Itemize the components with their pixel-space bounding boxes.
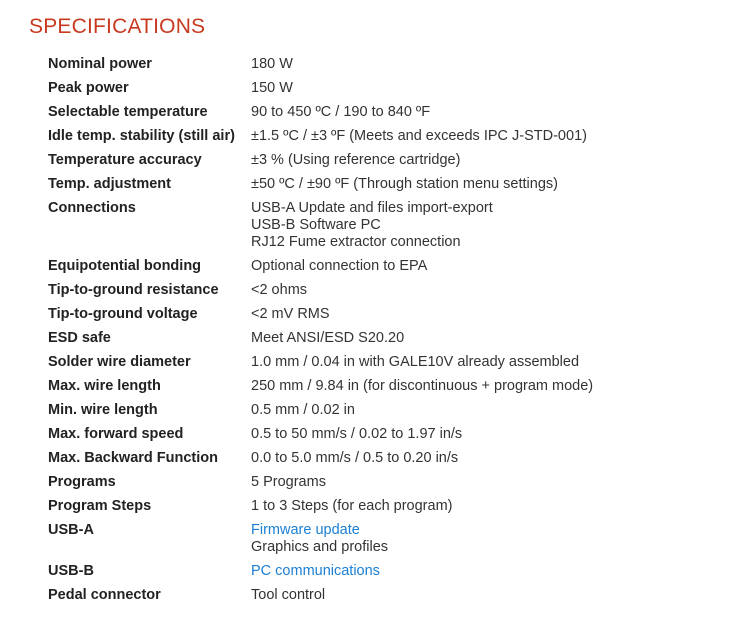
spec-value (251, 470, 593, 494)
spec-value-line: 150 W (251, 79, 293, 96)
spec-value (251, 76, 593, 100)
spec-value-line: <2 ohms (251, 281, 308, 298)
spec-row (48, 52, 593, 76)
spec-value-line: 0.5 mm / 0.02 in (251, 401, 355, 418)
spec-row (48, 446, 593, 470)
specifications-heading: SPECIFICATIONS (29, 15, 206, 38)
spec-label: Max. Backward Function (48, 449, 219, 466)
spec-value-link[interactable]: PC communications (251, 562, 380, 579)
spec-label: Program Steps (48, 497, 152, 514)
spec-value (251, 278, 593, 302)
spec-value-line: ±1.5 ºC / ±3 ºF (Meets and exceeds IPC J-STD-001) (251, 127, 587, 144)
spec-row (48, 398, 593, 422)
spec-value-line: 0.5 to 50 mm/s / 0.02 to 1.97 in/s (251, 425, 463, 442)
spec-row (48, 326, 593, 350)
spec-value (251, 52, 593, 76)
spec-label: Max. forward speed (48, 425, 184, 442)
spec-label: Tip-to-ground voltage (48, 305, 198, 322)
spec-label: Selectable temperature (48, 103, 208, 120)
spec-label: Idle temp. stability (still air) (48, 127, 235, 144)
spec-label: Pedal connector (48, 586, 161, 603)
spec-value-line: Optional connection to EPA (251, 257, 428, 274)
spec-value-line: 0.0 to 5.0 mm/s / 0.5 to 0.20 in/s (251, 449, 459, 466)
spec-value-line: ±3 % (Using reference cartridge) (251, 151, 461, 168)
spec-value-line: RJ12 Fume extractor connection (251, 233, 461, 250)
specifications-table (48, 52, 593, 607)
spec-row (48, 518, 593, 559)
spec-label: Temperature accuracy (48, 151, 202, 168)
spec-value-line: Meet ANSI/ESD S20.20 (251, 329, 405, 346)
specifications-table-body (48, 52, 593, 607)
spec-label: Peak power (48, 79, 129, 96)
spec-value (251, 100, 593, 124)
spec-label: Max. wire length (48, 377, 161, 394)
spec-row (48, 100, 593, 124)
spec-row (48, 172, 593, 196)
spec-value-line: ±50 ºC / ±90 ºF (Through station menu settings) (251, 175, 558, 192)
spec-value (251, 446, 593, 470)
spec-label: ESD safe (48, 329, 111, 346)
spec-value-line: 1 to 3 Steps (for each program) (251, 497, 453, 514)
spec-row (48, 278, 593, 302)
spec-value-line: 5 Programs (251, 473, 326, 490)
spec-value (251, 518, 593, 559)
spec-value (251, 583, 593, 607)
spec-row (48, 374, 593, 398)
spec-value-line: 90 to 450 ºC / 190 to 840 ºF (251, 103, 431, 120)
spec-label: Programs (48, 473, 116, 490)
spec-value (251, 254, 593, 278)
spec-value-line: 250 mm / 9.84 in (for discontinuous + program mode) (251, 377, 594, 394)
spec-value (251, 374, 593, 398)
spec-row (48, 76, 593, 100)
spec-label: Temp. adjustment (48, 175, 171, 192)
spec-value-line: USB-B Software PC (251, 216, 381, 233)
spec-value-line: Tool control (251, 586, 326, 603)
spec-label: USB-A (48, 521, 94, 538)
spec-row (48, 254, 593, 278)
spec-value (251, 172, 593, 196)
spec-value-line: 180 W (251, 55, 293, 72)
spec-label: Min. wire length (48, 401, 158, 418)
spec-value (251, 398, 593, 422)
spec-value-line: Graphics and profiles (251, 538, 389, 555)
spec-value (251, 124, 593, 148)
spec-value (251, 350, 593, 374)
spec-value-line: <2 mV RMS (251, 305, 330, 322)
spec-label: Equipotential bonding (48, 257, 202, 274)
spec-row (48, 124, 593, 148)
spec-row (48, 470, 593, 494)
spec-row (48, 350, 593, 374)
spec-row (48, 494, 593, 518)
spec-value (251, 326, 593, 350)
spec-value (251, 148, 593, 172)
spec-label: Solder wire diameter (48, 353, 191, 370)
spec-row (48, 302, 593, 326)
spec-value (251, 494, 593, 518)
spec-row (48, 559, 593, 583)
spec-value-line: 1.0 mm / 0.04 in with GALE10V already assembled (251, 353, 580, 370)
spec-value (251, 196, 593, 254)
spec-label: Nominal power (48, 55, 152, 72)
spec-row (48, 583, 593, 607)
spec-row (48, 148, 593, 172)
spec-row (48, 196, 593, 254)
spec-value (251, 302, 593, 326)
spec-value (251, 559, 593, 583)
spec-label: USB-B (48, 562, 94, 579)
spec-value (251, 422, 593, 446)
spec-value-link[interactable]: Firmware update (251, 521, 360, 538)
spec-row (48, 422, 593, 446)
spec-label: Tip-to-ground resistance (48, 281, 219, 298)
spec-value-line: USB-A Update and files import-export (251, 199, 493, 216)
spec-label: Connections (48, 199, 136, 216)
